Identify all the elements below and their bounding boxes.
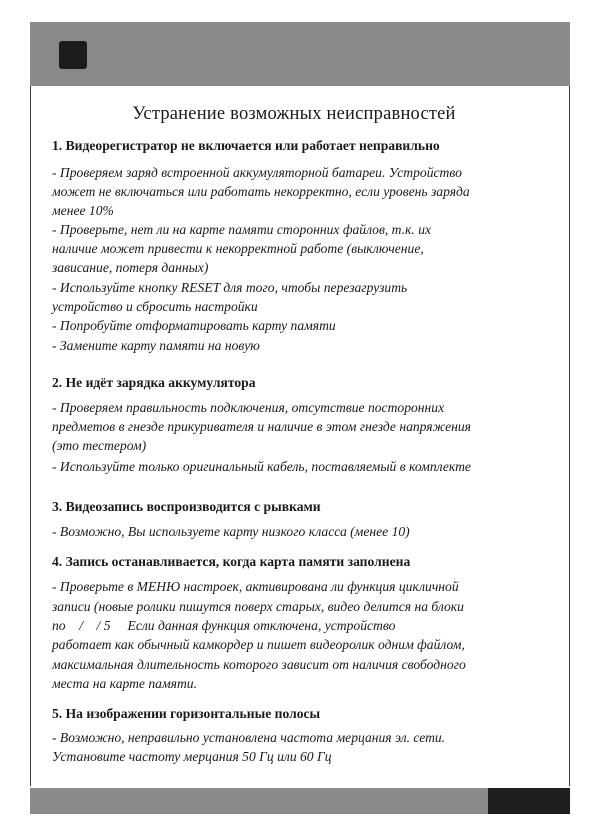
section-2-line: (это тестером) [52,438,147,453]
section-3-line: - Возможно, Вы используете карту низкого класса (менее 10) [52,524,410,539]
section-1-line: - Проверьте, нет ли на карте памяти сторонних файлов, т.к. их [52,222,432,237]
section-4-line: по / / 5 Если данная функция отключена, устройство [52,618,396,633]
page-title: Устранение возможных неисправностей [132,104,456,124]
section-4-line: записи (новые ролики пишутся поверх старых, видео делится на блоки [52,599,464,614]
section-1-line: наличие может привести к некорректной работе (выключение, [52,241,424,256]
section-3-heading: 3. Видеозапись воспроизводится с рывками [52,499,321,514]
section-4-line: - Проверьте в МЕНЮ настроек, активирована ли функция цикличной [52,579,459,594]
footer-band [30,788,570,814]
section-2-line: - Проверяем правильность подключения, отсутствие посторонних [52,400,445,415]
section-4-line: работает как обычный камкордер и пишет видеоролик одним файлом, [52,637,465,652]
section-2-line: предметов в гнезде прикуривателя и наличие в этом гнезде напряжения [52,419,471,434]
section-4-heading: 4. Запись останавливается, когда карта памяти заполнена [52,554,411,569]
page-marker-square [59,41,87,69]
footer-page-tab [488,788,570,814]
section-2-line: - Используйте только оригинальный кабель, поставляемый в комплекте [52,459,471,474]
section-5-line: - Возможно, неправильно установлена частота мерцания эл. сети. [52,730,446,745]
section-1-line: менее 10% [52,203,114,218]
section-1-heading: 1. Видеорегистратор не включается или работает неправильно [52,138,440,153]
section-1-line: - Замените карту памяти на новую [52,338,260,353]
section-1-line: - Проверяем заряд встроенной аккумуляторной батареи. Устройство [52,165,462,180]
section-1-line: зависание, потеря данных) [52,260,209,275]
section-5-line: Установите частоту мерцания 50 Гц или 60 Гц [52,749,332,764]
section-1-line: - Используйте кнопку RESET для того, чтобы перезагрузить [52,280,408,295]
manual-page [30,22,570,814]
section-4-line: места на карте памяти. [52,676,197,691]
section-4-line: максимальная длительность которого зависит от наличия свободного [52,657,466,672]
section-1-line: - Попробуйте отформатировать карту памяти [52,318,336,333]
header-band [30,22,570,86]
section-1-line: может не включаться или работать некорректно, если уровень заряда [52,184,470,199]
section-5-heading: 5. На изображении горизонтальные полосы [52,706,321,721]
section-2-heading: 2. Не идёт зарядка аккумулятора [52,375,256,390]
section-1-line: устройство и сбросить настройки [52,299,258,314]
